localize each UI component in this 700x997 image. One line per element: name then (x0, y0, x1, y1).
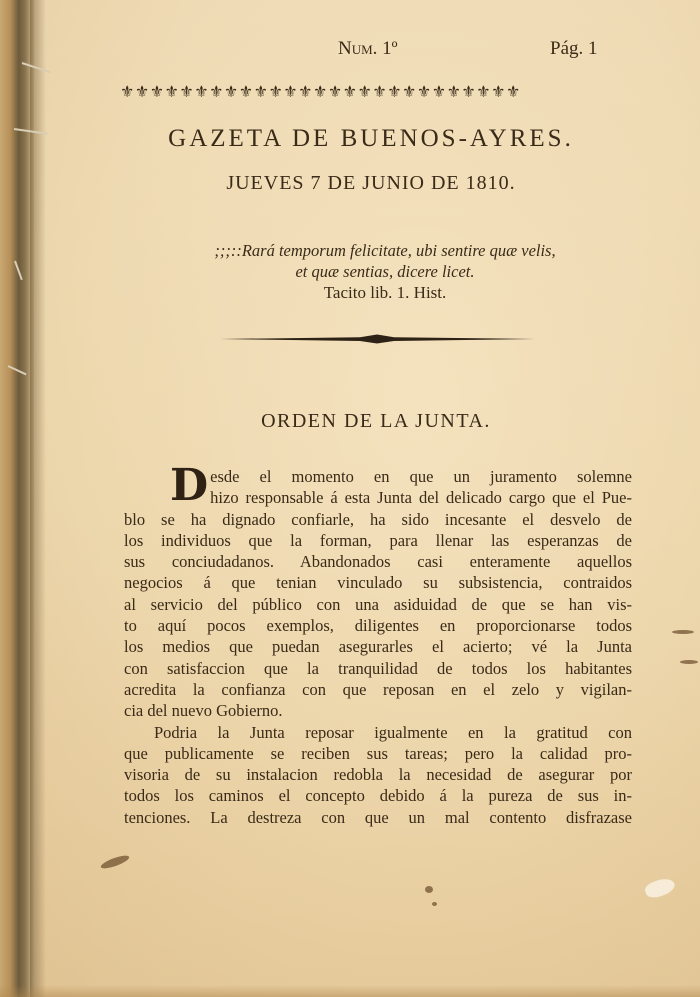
section-title: ORDEN DE LA JUNTA. (261, 410, 491, 432)
drop-cap: D (170, 460, 209, 511)
ink-stain (680, 660, 698, 664)
ink-stain (432, 902, 437, 906)
text-line: acredita la confianza con que reposan en el zelo y vigilan- (124, 679, 632, 699)
text-line: hizo responsable á esta Junta del delicado cargo que el Pue- (210, 488, 632, 508)
text-line: que publicamente se reciben sus tareas; pero la calidad pro- (124, 743, 632, 763)
text-line: sus conciudadanos. Abandonados casi enteramente aquellos (124, 552, 632, 572)
page-header (0, 38, 700, 62)
text-line: con satisfaccion que la tranquilidad de todos los habitantes (124, 658, 632, 678)
text-line: tenciones. La destreza con que un mal contento disfrazase (124, 807, 632, 827)
text-line: visoria de su instalacion redobla la necesidad de asegurar por (124, 765, 632, 785)
epigraph-line-2: et quæ sentias, dicere licet. (295, 262, 475, 281)
page-number: Pág. 1 (550, 38, 598, 59)
issue-date: JUEVES 7 DE JUNIO DE 1810. (226, 172, 516, 194)
fleuron-border: ⚜⚜⚜⚜⚜⚜⚜⚜⚜⚜⚜⚜⚜⚜⚜⚜⚜⚜⚜⚜⚜⚜⚜⚜⚜⚜⚜ (120, 84, 521, 101)
paper-damage (643, 875, 677, 900)
text-line: blo se ha dignado confiarle, ha sido incesante el desvelo de (124, 509, 632, 529)
paragraph-2 (124, 722, 632, 828)
text-line: esde el momento en que un juramento solemne (210, 467, 632, 486)
text-line: Podria la Junta reposar igualmente en la gratitud con (154, 722, 632, 742)
ink-stain (100, 853, 131, 871)
text-line: al servicio del público con una asiduidad de que se han vis- (124, 594, 632, 614)
epigraph-source: Tacito lib. 1. Hist. (323, 283, 447, 302)
epigraph-line-1: ;;;::Rará temporum felicitate, ubi sentire quæ velis, (214, 241, 556, 260)
decorative-rule (220, 334, 535, 344)
masthead-title: GAZETA DE BUENOS-AYRES. (168, 125, 574, 152)
text-line: cia del nuevo Gobierno. (124, 701, 283, 721)
text-line: los individuos que la forman, para llenar las esperanzas de (124, 530, 632, 550)
epigraph (130, 240, 640, 303)
text-line: los medios que puedan asegurarles el acierto; vé la Junta (124, 637, 632, 657)
text-line: negocios á que tenian vinculado su subsistencia, contraidos (124, 573, 632, 593)
ink-stain (672, 630, 694, 634)
text-line: todos los caminos el concepto debido á la pureza de sus in- (124, 786, 632, 806)
paragraph-1 (124, 460, 632, 722)
ink-stain (425, 886, 433, 893)
text-line: to aquí pocos exemplos, diligentes en proporcionarse todos (124, 616, 632, 636)
issue-number: Num. 1º (338, 38, 398, 59)
article-body (124, 460, 632, 828)
page-bottom-edge (0, 985, 700, 997)
